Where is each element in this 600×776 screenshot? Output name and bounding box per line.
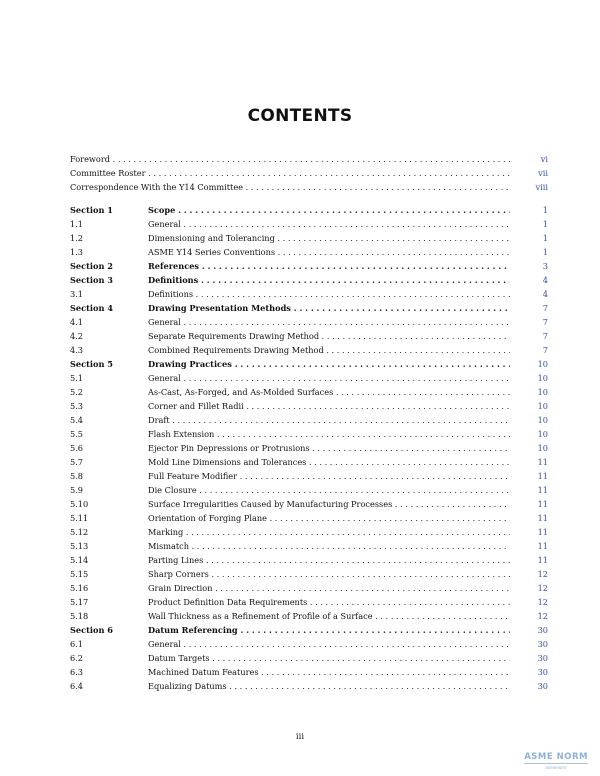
toc-page-link[interactable]: 10 xyxy=(537,373,548,383)
toc-entry-number: Section 5 xyxy=(70,359,113,369)
toc-entry-title: Separate Requirements Drawing Method . . . xyxy=(148,329,510,343)
toc-entry-title: Datum Referencing . . . xyxy=(148,623,510,637)
toc-entry-number: 5.6 xyxy=(70,443,84,453)
toc-entry-title: Drawing Practices . . . xyxy=(148,357,510,371)
toc-entry-number: Section 2 xyxy=(70,261,113,271)
toc-entry-title: Surface Irregularities Caused by Manufacturing Processes . . . xyxy=(148,497,510,511)
toc-subsection-entry[interactable] xyxy=(70,441,548,455)
toc-entry-number: 5.4 xyxy=(70,415,84,425)
toc-section-entry[interactable] xyxy=(70,259,548,273)
toc-page-link[interactable]: 4 xyxy=(542,275,548,285)
toc-entry-number: 1.2 xyxy=(70,233,84,243)
toc-entry-number: 5.15 xyxy=(70,569,89,579)
toc-entry-number: 4.2 xyxy=(70,331,84,341)
toc-entry-title: Equalizing Datums . . . xyxy=(148,679,510,693)
toc-entry-title: Foreword . . . xyxy=(70,152,510,166)
toc-entry-title: Sharp Corners . . . xyxy=(148,567,510,581)
toc-subsection-entry[interactable] xyxy=(70,595,548,609)
toc-section-entry[interactable] xyxy=(70,301,548,315)
toc-entry-title: Marking . . . xyxy=(148,525,510,539)
toc-entry-title: Full Feature Modifier . . . xyxy=(148,469,510,483)
toc-page-link[interactable]: 7 xyxy=(542,331,548,341)
toc-entry-number: 4.3 xyxy=(70,345,84,355)
toc-page-link[interactable]: 1 xyxy=(542,219,548,229)
toc-entry-number: 6.2 xyxy=(70,653,84,663)
toc-entry-title: Dimensioning and Tolerancing . . . xyxy=(148,231,510,245)
toc-page-link[interactable]: 11 xyxy=(537,499,548,509)
toc-entry-number: 5.9 xyxy=(70,485,84,495)
toc-page-link[interactable]: 30 xyxy=(537,653,548,663)
toc-entry-number: 5.13 xyxy=(70,541,89,551)
toc-page-link[interactable]: 11 xyxy=(537,541,548,551)
toc-subsection-entry[interactable] xyxy=(70,343,548,357)
toc-entry-title: General . . . xyxy=(148,637,510,651)
toc-page-link[interactable]: 11 xyxy=(537,513,548,523)
toc-page-link[interactable]: 7 xyxy=(542,317,548,327)
toc-entry-title: References . . . xyxy=(148,259,510,273)
toc-subsection-entry[interactable] xyxy=(70,315,548,329)
toc-page-link[interactable]: 3 xyxy=(542,261,548,271)
toc-entry-number: 5.12 xyxy=(70,527,89,537)
toc-entry-title: Datum Targets . . . xyxy=(148,651,510,665)
toc-page-link[interactable]: 11 xyxy=(537,485,548,495)
toc-entry-number: 4.1 xyxy=(70,317,84,327)
toc-entry-title: Committee Roster . . . xyxy=(70,166,510,180)
toc-page-link[interactable]: 7 xyxy=(542,303,548,313)
toc-section-entry[interactable] xyxy=(70,623,548,637)
toc-subsection-entry[interactable] xyxy=(70,469,548,483)
toc-entry-title: ASME Y14 Series Conventions . . . xyxy=(148,245,510,259)
toc-entry-number: 6.1 xyxy=(70,639,84,649)
toc-page-link[interactable]: viii xyxy=(535,182,548,192)
toc-entry-title: Definitions . . . xyxy=(148,273,510,287)
toc-subsection-entry[interactable] xyxy=(70,217,548,231)
toc-entry-title: Wall Thickness as a Refinement of Profile of a Surface . . . xyxy=(148,609,510,623)
toc-section-entry[interactable] xyxy=(70,273,548,287)
toc-entry-title: Scope . . . xyxy=(148,203,510,217)
toc-entry-title: Combined Requirements Drawing Method . . . xyxy=(148,343,510,357)
toc-subsection-entry[interactable] xyxy=(70,679,548,693)
toc-page-link[interactable]: 11 xyxy=(537,457,548,467)
toc-page-link[interactable]: 10 xyxy=(537,359,548,369)
toc-subsection-entry[interactable] xyxy=(70,665,548,679)
toc-entry-title: Definitions . . . xyxy=(148,287,510,301)
toc-entry-number: 3.1 xyxy=(70,289,84,299)
toc-entry-number: Section 6 xyxy=(70,625,113,635)
toc-page-link[interactable]: 30 xyxy=(537,625,548,635)
toc-entry-title: Mismatch . . . xyxy=(148,539,510,553)
toc-entry-number: 6.3 xyxy=(70,667,84,677)
toc-subsection-entry[interactable] xyxy=(70,245,548,259)
page-title: CONTENTS xyxy=(247,106,353,127)
toc-page-link[interactable]: 1 xyxy=(542,247,548,257)
toc-entry-number: 5.8 xyxy=(70,471,84,481)
toc-entry-number: 5.14 xyxy=(70,555,89,565)
toc-entry-number: 5.11 xyxy=(70,513,89,523)
toc-page-link[interactable]: vii xyxy=(538,168,548,178)
toc-page-link[interactable]: 11 xyxy=(537,555,548,565)
toc-page-link[interactable]: 12 xyxy=(537,569,548,579)
toc-entry-number: 5.17 xyxy=(70,597,89,607)
toc-subsection-entry[interactable] xyxy=(70,581,548,595)
toc-page-link[interactable]: vi xyxy=(540,154,548,164)
toc-entry-title: Ejector Pin Depressions or Protrusions . . . xyxy=(148,441,510,455)
toc-entry-number: 5.1 xyxy=(70,373,84,383)
toc-entry-number: 5.2 xyxy=(70,387,84,397)
watermark-main-text: ASME NORM xyxy=(524,752,588,762)
toc-entry-number: 1.3 xyxy=(70,247,84,257)
toc-subsection-entry[interactable] xyxy=(70,511,548,525)
toc-subsection-entry[interactable] xyxy=(70,399,548,413)
toc-entry-number: Section 1 xyxy=(70,205,113,215)
toc-page-link[interactable]: 10 xyxy=(537,443,548,453)
toc-subsection-entry[interactable] xyxy=(70,413,548,427)
toc-subsection-entry[interactable] xyxy=(70,287,548,301)
toc-entry-title: General . . . xyxy=(148,371,510,385)
toc-entry-number: 5.18 xyxy=(70,611,89,621)
toc-entry-title: Parting Lines . . . xyxy=(148,553,510,567)
toc-page-link[interactable]: 1 xyxy=(542,205,548,215)
toc-entry-number: Section 3 xyxy=(70,275,113,285)
toc-page-link[interactable]: 7 xyxy=(542,345,548,355)
toc-subsection-entry[interactable] xyxy=(70,567,548,581)
toc-page-link[interactable]: 12 xyxy=(537,611,548,621)
toc-page-link[interactable]: 30 xyxy=(537,667,548,677)
toc-entry-title: General . . . xyxy=(148,315,510,329)
page-number: iii xyxy=(295,732,305,742)
toc-entry-title: Corner and Fillet Radii . . . xyxy=(148,399,510,413)
toc-page-link[interactable]: 12 xyxy=(537,583,548,593)
toc-subsection-entry[interactable] xyxy=(70,651,548,665)
toc-entry-title: Machined Datum Features . . . xyxy=(148,665,510,679)
toc-page-link[interactable]: 10 xyxy=(537,401,548,411)
toc-page-link[interactable]: 10 xyxy=(537,415,548,425)
toc-entry-title: Orientation of Forging Plane . . . xyxy=(148,511,510,525)
toc-page-link[interactable]: 11 xyxy=(537,471,548,481)
toc-section-entry[interactable] xyxy=(70,203,548,217)
toc-entry-title: Mold Line Dimensions and Tolerances . . . xyxy=(148,455,510,469)
publisher-watermark-logo xyxy=(524,752,588,770)
toc-subsection-entry[interactable] xyxy=(70,609,548,623)
toc-entry-title: Product Definition Data Requirements . . . xyxy=(148,595,510,609)
toc-entry-number: 5.5 xyxy=(70,429,84,439)
toc-subsection-entry[interactable] xyxy=(70,553,548,567)
toc-page-link[interactable]: 11 xyxy=(537,527,548,537)
toc-entry-number: 5.3 xyxy=(70,401,84,411)
toc-entry-title: Grain Direction . . . xyxy=(148,581,510,595)
toc-page-link[interactable]: 30 xyxy=(537,639,548,649)
toc-entry-number: 5.10 xyxy=(70,499,89,509)
toc-subsection-entry[interactable] xyxy=(70,385,548,399)
toc-subsection-entry[interactable] xyxy=(70,231,548,245)
toc-entry-foreword[interactable] xyxy=(70,152,548,166)
toc-subsection-entry[interactable] xyxy=(70,427,548,441)
toc-page-link[interactable]: 1 xyxy=(542,233,548,243)
toc-subsection-entry[interactable] xyxy=(70,329,548,343)
toc-subsection-entry[interactable] xyxy=(70,525,548,539)
toc-entry-number: 6.4 xyxy=(70,681,84,691)
toc-page-link[interactable]: 12 xyxy=(537,597,548,607)
toc-subsection-entry[interactable] xyxy=(70,637,548,651)
toc-subsection-entry[interactable] xyxy=(70,371,548,385)
toc-entry-title: Draft . . . xyxy=(148,413,510,427)
toc-entry-title: As-Cast, As-Forged, and As-Molded Surfaces . . . xyxy=(148,385,510,399)
toc-subsection-entry[interactable] xyxy=(70,455,548,469)
toc-entry-title: Flash Extension . . . xyxy=(148,427,510,441)
toc-entry-committee-roster[interactable] xyxy=(70,166,548,180)
toc-entry-title: General . . . xyxy=(148,217,510,231)
watermark-sub-text: asmenorm xyxy=(524,763,588,770)
toc-subsection-entry[interactable] xyxy=(70,483,548,497)
toc-page-link[interactable]: 30 xyxy=(537,681,548,691)
toc-entry-title: Die Closure . . . xyxy=(148,483,510,497)
toc-section-entry[interactable] xyxy=(70,357,548,371)
toc-page-link[interactable]: 10 xyxy=(537,387,548,397)
toc-subsection-entry[interactable] xyxy=(70,539,548,553)
table-of-contents xyxy=(70,152,548,693)
toc-entry-correspondence[interactable] xyxy=(70,180,548,194)
toc-entry-number: 5.7 xyxy=(70,457,84,467)
toc-entry-number: 5.16 xyxy=(70,583,89,593)
toc-entry-title: Correspondence With the Y14 Committee . . . xyxy=(70,180,510,194)
toc-entry-number: Section 4 xyxy=(70,303,113,313)
toc-page-link[interactable]: 4 xyxy=(542,289,548,299)
toc-entry-title: Drawing Presentation Methods . . . xyxy=(148,301,510,315)
toc-page-link[interactable]: 10 xyxy=(537,429,548,439)
toc-entry-number: 1.1 xyxy=(70,219,84,229)
toc-subsection-entry[interactable] xyxy=(70,497,548,511)
